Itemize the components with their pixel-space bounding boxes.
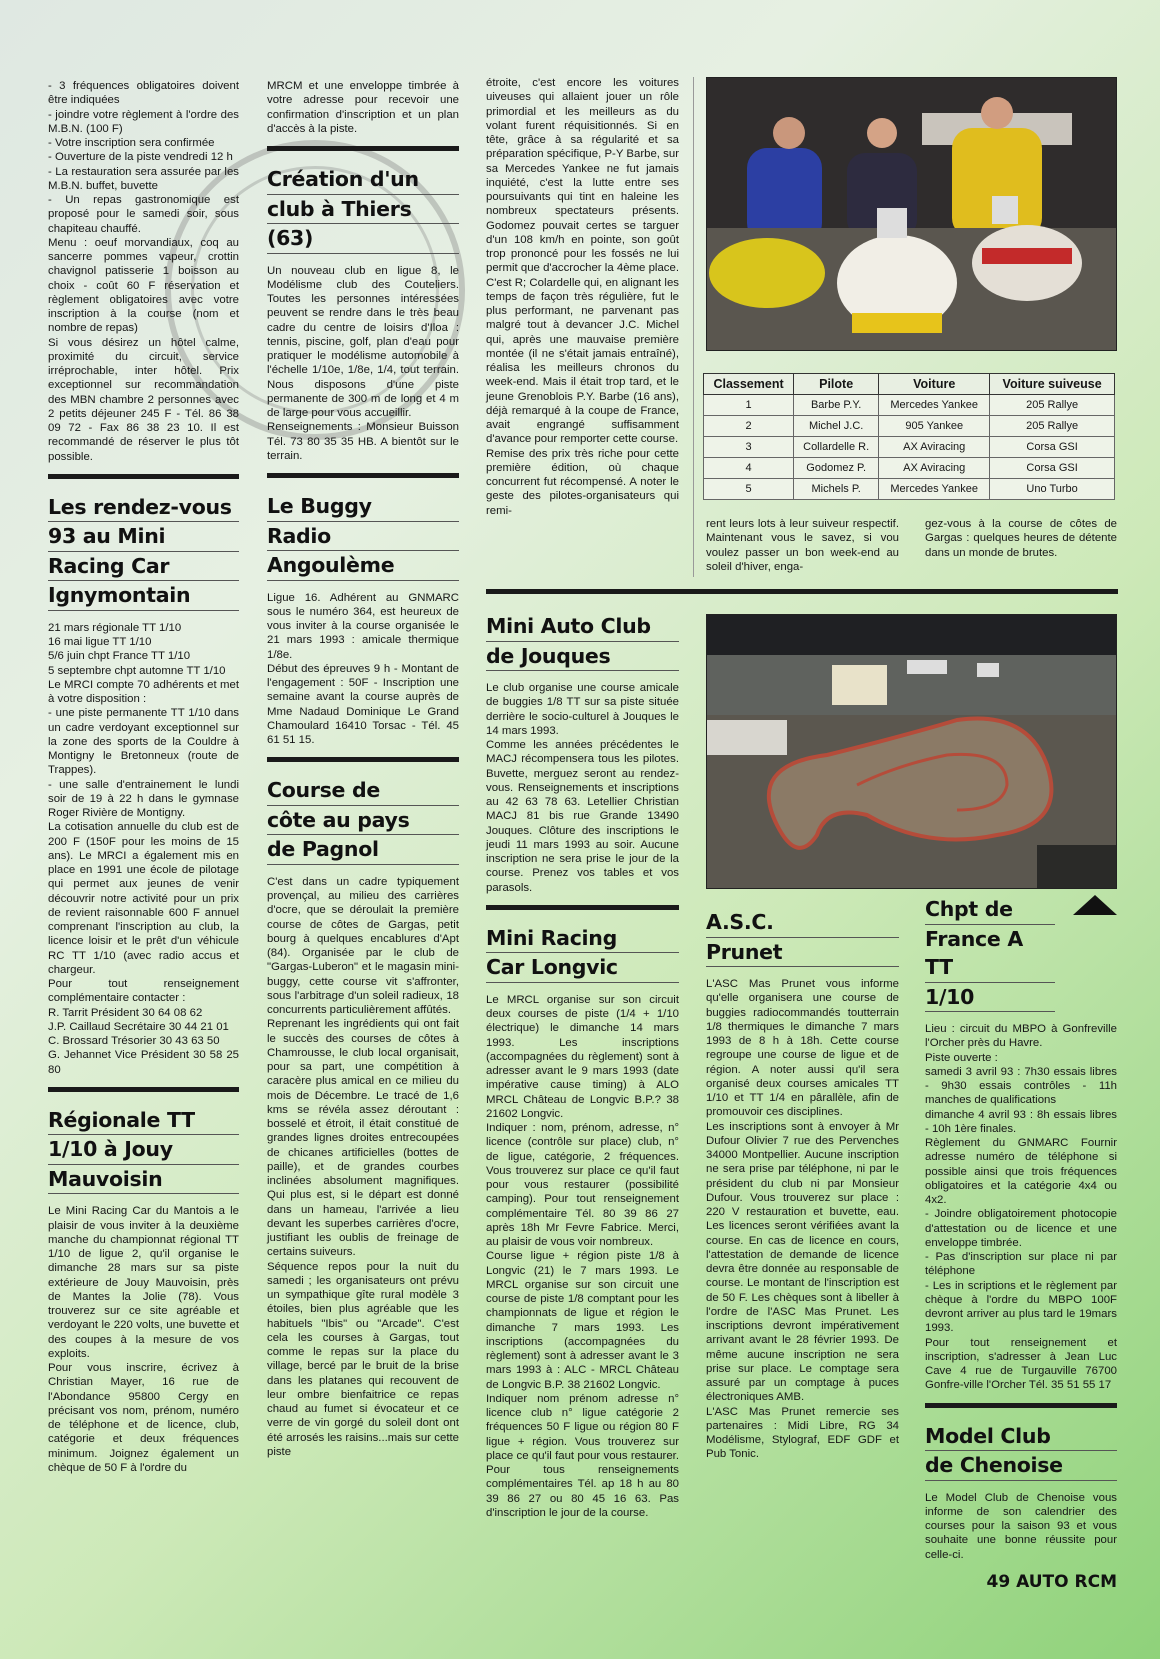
table-cell: Barbe P.Y.: [794, 395, 879, 416]
heading-chpt-france: [925, 895, 1055, 1012]
triangle-up-icon: [1073, 895, 1117, 915]
paragraph: L'ASC Mas Prunet vous informe qu'elle organisera une course de buggies radiocommandés toutterrain 1/8 thermiques le dimanche 7 mars 1993 de 8 h à 18h. Cette course regroupe une course de ligue et de région. A noter aussi qu'il sera organisé deux courses amicales TT 1/10 et TT 1/4 en pârallèle, afin de promouvoir ces disciplines.: [706, 978, 899, 1119]
heading-line: Angoulème: [267, 551, 459, 581]
heading-club-thiers: [267, 165, 459, 254]
paragraph: - Un repas gastronomique est proposé pour le samedi soir, sous chapiteau chauffé.: [48, 194, 239, 235]
heading-line: A.S.C.: [706, 908, 899, 938]
paragraph: Ligue 16. Adhérent au GNMARC sous le numéro 364, est heureux de vous inviter à la course organisée le 21 mars 1993 : amicale thermique 1/8e.: [267, 591, 459, 661]
table-cell: Corsa GSI: [990, 437, 1115, 458]
paragraph: rent leurs lots à leur suiveur respectif. Maintenant vous le savez, si vou voulez passer un bon week-end au soleil d'hiver, enga-: [706, 518, 899, 573]
heading-row: [925, 895, 1117, 1022]
paragraph: Le Model Club de Chenoise vous informe de son calendrier des courses pour la saison 93 et vous souhaite une bonne réussite pour celle-ci.: [925, 1491, 1117, 1561]
table-cell: 3: [704, 437, 794, 458]
heading-line: Car Longvic: [486, 953, 679, 983]
column-5-lower: [925, 895, 1117, 1562]
table-cell: 4: [704, 458, 794, 479]
paragraph: L'ASC Mas Prunet remercie ses partenaires : Midi Libre, RG 34 Modélisme, Stylograf, EDF GDF et Pub Tonic.: [706, 1405, 899, 1461]
heading-line: Mini Racing: [486, 924, 679, 954]
heading-line: Mini Auto Club: [486, 612, 679, 642]
heading-course-cote: [267, 776, 459, 865]
paragraph: Le MRCL organise sur son circuit deux courses de piste (1/4 + 1/10 électrique) le dimanche 14 mars 1993. Les inscriptions (accompagnées du règlement) sont à adresser avant le 9 mars 1993 (date impérative cause timing) à ALO MRCL Château de Longvic B.P.? 38 21602 Longvic.: [486, 993, 679, 1120]
paragraph: Menu : oeuf morvandiaux, coq au sancerre pommes vapeur, crottin chavignol patisserie 1 boisson au choix - coût 60 F réservation et règlement obligatoires avec votre inscription à la course (nom et nombre de repas): [48, 236, 239, 335]
table-header: Pilote: [794, 374, 879, 395]
table-cell: 205 Rallye: [990, 395, 1115, 416]
column-1: [48, 79, 239, 1475]
heading-line: de Chenoise: [925, 1451, 1117, 1481]
table-cell: 2: [704, 416, 794, 437]
paragraph: - une piste permanente TT 1/10 dans un cadre verdoyant exceptionnel sur la zone des sports de la Couldre à Montigny le Bretonneux (route de Trappes).: [48, 707, 239, 777]
paragraph: 5/6 juin chpt France TT 1/10: [48, 650, 191, 663]
paragraph: Piste ouverte :: [925, 1051, 998, 1064]
podium-photo: [706, 77, 1117, 351]
heading-line: Model Club: [925, 1422, 1117, 1452]
paragraph: - Pas d'inscription sur place ni par téléphone: [925, 1251, 1117, 1278]
column-4: [706, 517, 899, 574]
table-row: [704, 416, 1115, 437]
table-row: [704, 437, 1115, 458]
heading-line: club à Thiers: [267, 195, 459, 225]
table-cell: AX Aviracing: [879, 458, 990, 479]
table-cell: Uno Turbo: [990, 479, 1115, 500]
paragraph: - Votre inscription sera confirmée: [48, 137, 215, 149]
paragraph: Comme les années précédentes le MACJ récompensera tous les pilotes. Buvette, merguez seront au rendez-vous. Renseignements et inscriptions au 42 63 78 63. Letellier Christian MACJ 81 bis rue Grande 13490 Jouques. Clôture des inscriptions le jeudi 11 mars 1993 au soir. Aucune inscription ne sera prise le jour de la course. Prenez vos tables et vos parasols.: [486, 739, 679, 894]
heading-line: 1/10: [925, 983, 1055, 1013]
paragraph: dimanche 4 avril 93 : 8h essais libres - 10h 1ère finales.: [925, 1108, 1117, 1135]
paragraph: Course ligue + région piste 1/8 à Longvic (21) le 7 mars 1993. Le MRCL organise sur son circuit une course de piste 1/8 comptant pour les championnats de ligue et région le dimanche 7 mars 1993. Les inscriptions (accompagnées du règlement) sont à adresser avant le 3 mars 1993 à : ALC - MRCL Château de Longvic B.P. 38 21602 Longvic.: [486, 1250, 679, 1391]
horizontal-rule: [486, 589, 1118, 594]
paragraph: J.P. Caillaud Secrétaire 30 44 21 01: [48, 1020, 229, 1033]
paragraph: Pour tout renseignement et inscription, s'adresser à Jean Luc Cave 4 rue de Turgauville 76700 Gonfre-ville l'Orcher Tél. 35 51 55 17: [925, 1336, 1117, 1392]
paragraph: 5 septembre chpt automne TT 1/10: [48, 664, 226, 677]
paragraph: - Joindre obligatoirement photocopie d'attestation ou de licence et une enveloppe timbrée.: [925, 1208, 1117, 1249]
table-cell: Michels P.: [794, 479, 879, 500]
table-row: [704, 395, 1115, 416]
paragraph: Début des épreuves 9 h - Montant de l'engagement : 50F - Inscription une semaine avant la course auprès de Mme Nadaud Dominique Le Grand Chamoulard 16410 Torsac - Tél. 45 61 51 15.: [267, 662, 459, 746]
paragraph: MRCM et une enveloppe timbrée à votre adresse pour recevoir une confirmation d'inscription et un plan d'accès à la piste.: [267, 80, 459, 135]
heading-line: de Pagnol: [267, 835, 459, 865]
paragraph: Pour vous inscrire, écrivez à Christian Mayer, 16 rue de l'Abondance 95800 Cergy en précisant vos nom, prénom, numéro de téléphone et de licence, club, catégorie et deux fréquences minimum. Joignez également un chèque de 50 F à l'ordre du: [48, 1362, 239, 1474]
heading-regionale-jouy: [48, 1106, 239, 1195]
table-row: [704, 479, 1115, 500]
heading-line: France A TT: [925, 925, 1055, 983]
heading-line: Le Buggy: [267, 492, 459, 522]
table-cell: 905 Yankee: [879, 416, 990, 437]
paragraph: - Ouverture de la piste vendredi 12 h: [48, 151, 233, 164]
paragraph: - une salle d'entrainement le lundi soir de 19 à 22 h dans le gymnase Roger Rivière de Montigny.: [48, 778, 239, 819]
paragraph: samedi 3 avril 93 : 7h30 essais libres - 9h30 essais contrôles - 11h manches de qualifications: [925, 1065, 1117, 1107]
heading-model-club: [925, 1422, 1117, 1481]
table-cell: Mercedes Yankee: [879, 479, 990, 500]
table-header: Voiture suiveuse: [990, 374, 1115, 395]
table-cell: Michel J.C.: [794, 416, 879, 437]
paragraph: Un nouveau club en ligue 8, le Modélisme club des Couteliers. Toutes les personnes intéressées peuvent se rendre dans le très beau cadre du centre de loisirs d'Iloa : tennis, piscine, golf, plan d'eau pour pratiquer le modélisme automobile à l'échelle 1/10e, 1/8e, 1/4, tout terrain. Nous disposons d'une piste permanente de 300 m de long et 4 m de large pour vous accueillir.: [267, 264, 459, 419]
heading-asc-prunet: [706, 908, 899, 967]
paragraph: étroite, c'est encore les voitures uiveuses qui allaient jouer un rôle primordial et les meilleurs as du volant furent réquisitionnés. Si en tête, grâce à sa régularité et sa préparation spécifique, P-Y Barbe, sur sa Mercedes Yankee ne fut jamais inquiété, c'est la lutte entre ses poursuivants qui tint en haleine les nombreux spectateurs présents. Godomez pouvait certes se targuer d'un 108 km/h en pointe, son goût trop prononcé pour les fossés ne lui permit que d'accrocher la 4ème place. C'est R; Colardelle qui, en alignant les temps de façon très régulière, fut le plus performant, ne parvenant pas malgré tout à devancer J.C. Michel qui, après une mauvaise première montée (il ne s'était jamais entraîné), réalisa les meilleurs chronos du week-end. Mais il était trop tard, et le jeune Grenoblois P.Y. Barbe (16 ans), déjà remarqué à la coupe de France, avait engrangé suffisamment d'avance pour remporter cette course.: [486, 77, 679, 446]
heading-line: 93 au Mini: [48, 522, 239, 552]
paragraph: - 3 fréquences obligatoires doivent être indiquées: [48, 80, 239, 107]
paragraph: Indiquer : nom, prénom, adresse, n° licence (contrôle sur place) club, n° de ligue, catégorie, 2 fréquences. Vous trouverez sur place ce qu'il faut pour vous restaurer (possibilité camping). Pour tout renseignement complémentaire Tél. 80 39 86 27 après 18h Mr Fevre Fabrice. Merci, au plaisir de vous voir nombreux.: [486, 1122, 679, 1248]
heading-line: Prunet: [706, 938, 899, 968]
table-cell: 205 Rallye: [990, 416, 1115, 437]
heading-mini-racing-longvic: [486, 924, 679, 983]
paragraph: Pour tout renseignement complémentaire contacter :: [48, 978, 239, 1005]
heading-line: Radio: [267, 522, 459, 552]
paragraph: Le club organise une course amicale de buggies 1/8 TT sur sa piste située derrière le socio-culturel à Jouques le 14 mars 1993.: [486, 682, 679, 737]
section-rule: [267, 146, 459, 151]
heading-line: Ignymontain: [48, 581, 239, 611]
section-rule: [267, 473, 459, 478]
heading-mini-auto-club: [486, 612, 679, 671]
table-cell: Godomez P.: [794, 458, 879, 479]
heading-line: Création d'un: [267, 165, 459, 195]
table-row: [704, 458, 1115, 479]
column-2: [267, 79, 459, 1459]
paragraph: Indiquer nom prénom adresse n° licence club n° ligue catégorie 2 fréquences 50 F ligue ou région 80 F ligue + région. Vous trouverez sur place ce qu'il faut pour vous restaurer. Pour tous renseignements complémentaires Tél. ap 18 h au 80 39 86 27 ou 80 45 16 63. Pas d'inscription le jour de la course.: [486, 1392, 679, 1519]
table-cell: Mercedes Yankee: [879, 395, 990, 416]
section-rule: [486, 905, 679, 910]
column-divider: [693, 77, 694, 577]
table-cell: Collardelle R.: [794, 437, 879, 458]
paragraph: La cotisation annuelle du club est de 200 F (150F pour les moins de 15 ans). Le MRCI a également mis en place en 1991 une école de pilotage qui permet aux jeunes de venir découvrir notre activité pour un prix de revient raisonnable 600 F annuel comprenant l'inscription au club, la licence loisir et le prêt d'un véhicule RC TT 1/10 (avec radio accus et chargeur.: [48, 821, 239, 976]
paragraph: - joindre votre règlement à l'ordre des M.B.N. (100 F): [48, 108, 239, 135]
section-rule: [267, 757, 459, 762]
page-number: 49 AUTO RCM: [986, 1572, 1117, 1592]
table-header: Voiture: [879, 374, 990, 395]
table-header: Classement: [704, 374, 794, 395]
section-rule: [925, 1403, 1117, 1408]
table-cell: 1: [704, 395, 794, 416]
heading-line: Régionale TT: [48, 1106, 239, 1136]
circuit-photo: [706, 614, 1117, 889]
paragraph: 21 mars régionale TT 1/10: [48, 621, 182, 634]
section-rule: [48, 474, 239, 479]
paragraph: - Les in scriptions et le règlement par chèque à l'ordre du MBPO 100F devront arriver au plus tard le 19mars 1993.: [925, 1279, 1117, 1335]
section-rule: [48, 1087, 239, 1092]
heading-rendez-vous: [48, 493, 239, 611]
paragraph: Les inscriptions sont à envoyer à Mr Dufour Olivier 7 rue des Pervenches 34000 Montpellier. Aucune inscription ne sera prise par téléphone, ni par le président du club ni par Monsieur Dufour. Vous trouverez sur place : 220 V restauration et buvette, eau. Les licences seront vérifiées avant la course. En cas de licence en cours, l'attestation de demande de licence devra être donnée au responsable de course. Le montant de l'inscription est de 50 F. Les chèques sont à libeller à l'ordre de l'ASC Mas Prunet. Les inscriptions devront impérativement arrivant avant le 28 février 1993. De même aucune inscription ne sera prise sur place. Le comptage sera assuré par un comptage à puces électroniques AMB.: [706, 1120, 899, 1404]
table-cell: AX Aviracing: [879, 437, 990, 458]
paragraph: Si vous désirez un hôtel calme, proximité du circuit, service irréprochable, inter hôtel. Prix exceptionnel sur recommandation des MBN chambre 2 personnes avec 2 petits déjeuner 245 F - Tél. 86 38 09 72 - Fax 86 38 23 10. Il est recommandé de réserver le plus tôt possible.: [48, 336, 239, 463]
heading-line: (63): [267, 224, 459, 254]
table-cell: 5: [704, 479, 794, 500]
paragraph: Le Mini Racing Car du Mantois a le plaisir de vous inviter à la deuxième manche du championnat régional TT 1/10 de ligue 2, qu'il organise le dimanche 28 mars sur sa piste extérieure de Jouy Mauvoisin, près de Mantes la Jolie (78). Vous trouverez sur ce site agréable et verdoyant le 220 volts, une buvette et des coupes à la mesure de vos exploits.: [48, 1205, 239, 1360]
paragraph: Séquence repos pour la nuit du samedi ; les organisateurs ont prévu un sympathique gîte rural modèle 3 étoiles, bien plus agréable que les habituels "Ibis" ou "Arcade". C'est cela les courses à Gargas, tout comme le repas sur la place du village, bercé par le bruit de la brise dans les platanes qui recouvent de leur ombre bienfaitrice ce repas chaud au fumet si évocateur et ce verre de vin gorgé du soleil dont ont été arrosés les raisins...mais sur cette piste: [267, 1260, 459, 1458]
paragraph: Lieu : circuit du MBPO à Gonfreville l'Orcher près du Havre.: [925, 1023, 1117, 1050]
heading-line: côte au pays: [267, 806, 459, 836]
heading-buggy-radio: [267, 492, 459, 581]
heading-line: Chpt de: [925, 895, 1055, 925]
column-3-lower: [486, 612, 679, 1520]
paragraph: R. Tarrit Président 30 64 08 62: [48, 1006, 203, 1019]
paragraph: 16 mai ligue TT 1/10: [48, 636, 152, 648]
paragraph: Remise des prix très riche pour cette première édition, où chaque concurrent fut récompensé. A noter le geste des pilotes-organisateurs qui remi-: [486, 447, 679, 517]
heading-line: Course de: [267, 776, 459, 806]
heading-line: Racing Car: [48, 552, 239, 582]
paragraph: - La restauration sera assurée par les M.B.N. buffet, buvette: [48, 165, 239, 192]
heading-line: Les rendez-vous: [48, 493, 239, 523]
column-4-lower: [706, 908, 899, 1462]
heading-line: Mauvoisin: [48, 1165, 239, 1195]
paragraph: Renseignements : Monsieur Buisson Tél. 73 80 35 35 HB. A bientôt sur le terrain.: [267, 421, 459, 462]
column-5: [925, 517, 1117, 560]
paragraph: gez-vous à la course de côtes de Gargas : quelques heures de détente dans un monde de brutes.: [925, 518, 1117, 559]
paragraph: Règlement du GNMARC Fournir adresse numéro de téléphone si possible ainsi que trois fréquences obligatoires et la catégorie 4x4 ou 4x2.: [925, 1137, 1117, 1206]
heading-line: de Jouques: [486, 642, 679, 672]
paragraph: Le MRCI compte 70 adhérents et met à votre disposition :: [48, 678, 239, 705]
heading-line: 1/10 à Jouy: [48, 1135, 239, 1165]
paragraph: C. Brossard Trésorier 30 43 63 50: [48, 1035, 220, 1047]
paragraph: Reprenant les ingrédients qui ont fait le succès des courses de côtes à Chamrousse, le club local organisait, pour sa part, une compétition à caracère plus amical en ce milieu du mois de Décembre. Le tracé de 1,6 kms se révéla assez déroutant : bosselé et étroit, il était constitué de grandes lignes droites entrecoupées de chicanes artificielles (bottes de paille), et de grandes courbes inclinées absolument magnifiques. Qui plus est, si le départ est donné dans un hameau, l'arrivée a lieu devant les superbes carrières d'ocre, justifiant les oublis de freinage de certains suiveurs.: [267, 1018, 459, 1259]
paragraph: C'est dans un cadre typiquement provençal, au milieu des carrières d'ocre, que se déroulait la première course de côtes de Gargas, petit bourg à quelques encablures d'Apt (84). Organisée par le club de "Gargas-Luberon" et le magasin mini-buggy, cette course vit s'affronter, sous l'arbitrage d'un soleil radieux, 18 concurrents particulièrement affûtés.: [267, 875, 459, 1016]
column-3: [486, 76, 679, 518]
table-cell: Corsa GSI: [990, 458, 1115, 479]
results-table: [703, 373, 1115, 500]
paragraph: G. Jehannet Vice Président 30 58 25 80: [48, 1049, 239, 1076]
